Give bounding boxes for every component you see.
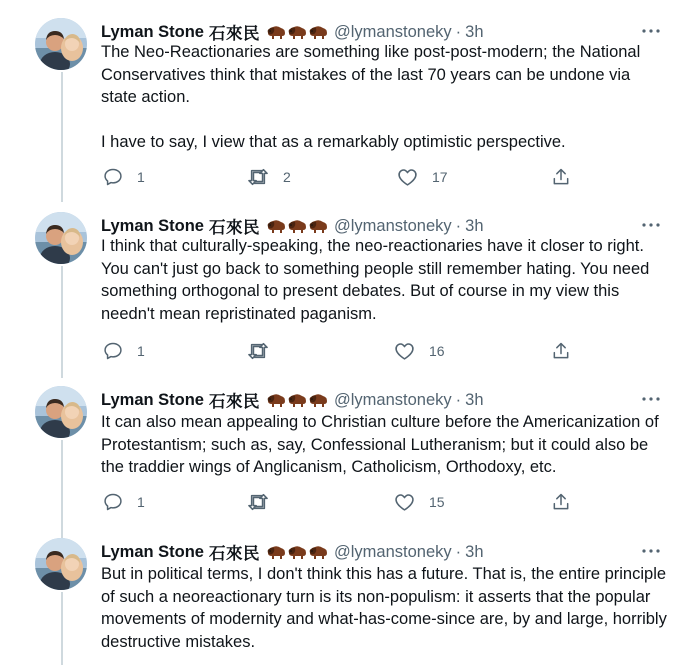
tweet-paragraph: The Neo-Reactionaries are something like post-post-modern; the National Conservatives think that mistakes of the last 70 years can be undone via state action. [101, 43, 641, 106]
author-handle[interactable]: @lymanstoneky [334, 216, 452, 235]
bison-emoji [266, 392, 286, 408]
share-button[interactable] [551, 167, 571, 187]
reply-button[interactable] [103, 167, 145, 187]
thread-line [61, 72, 63, 200]
like-count: 16 [429, 343, 445, 359]
name-emoji-row [266, 24, 328, 40]
share-button[interactable] [551, 341, 571, 361]
avatar[interactable] [35, 386, 87, 438]
tweet-paragraph: It can also mean appealing to Christian culture before the Americanization of Protestantism; such as, say, Confessional Lutheranism; but it could also be the traddier wings of Anglicanism, Catholicism, Orthodoxy, etc. [101, 413, 659, 476]
tweet[interactable] [0, 204, 700, 372]
tweet-text [101, 235, 670, 325]
author-cjk-name[interactable]: 石來民 [209, 25, 260, 43]
timestamp[interactable]: 3h [465, 542, 484, 561]
thread-line [61, 592, 63, 665]
retweet-button[interactable] [247, 341, 269, 361]
more-dots-icon[interactable] [640, 389, 662, 409]
more-dots-icon[interactable] [640, 21, 662, 41]
tweet[interactable] [0, 530, 700, 665]
author-cjk-name[interactable]: 石來民 [209, 219, 260, 237]
avatar[interactable] [35, 212, 87, 264]
heart-icon [394, 341, 415, 361]
tweet-actions [101, 167, 581, 191]
thread-line [61, 266, 63, 378]
tweet[interactable] [0, 378, 700, 528]
bison-emoji [308, 392, 328, 408]
bison-emoji [308, 24, 328, 40]
author-handle[interactable]: @lymanstoneky [334, 390, 452, 409]
thread-line [61, 440, 63, 540]
reply-count: 1 [137, 169, 145, 185]
author-name[interactable]: Lyman Stone [101, 542, 204, 561]
share-icon [551, 341, 571, 361]
name-emoji-row [266, 392, 328, 408]
author-handle[interactable]: @lymanstoneky [334, 22, 452, 41]
retweet-icon [247, 167, 269, 187]
bison-emoji [308, 218, 328, 234]
bison-emoji [266, 218, 286, 234]
retweet-button[interactable] [247, 167, 291, 187]
author-cjk-name[interactable]: 石來民 [209, 545, 260, 563]
author-name[interactable]: Lyman Stone [101, 390, 204, 409]
separator-dot: · [455, 542, 462, 561]
like-count: 15 [429, 494, 445, 510]
avatar[interactable] [35, 18, 87, 70]
tweet-text [101, 563, 670, 653]
bison-emoji [266, 24, 286, 40]
tweet-text [101, 41, 670, 154]
like-button[interactable] [394, 341, 445, 361]
avatar[interactable] [35, 538, 87, 590]
reply-button[interactable] [103, 492, 145, 512]
heart-icon [397, 167, 418, 187]
timestamp[interactable]: 3h [465, 216, 484, 235]
separator-dot: · [455, 390, 462, 409]
like-button[interactable] [394, 492, 445, 512]
name-emoji-row [266, 544, 328, 560]
thread-line [61, 190, 63, 202]
tweet-header [101, 388, 660, 412]
tweet[interactable] [0, 10, 700, 200]
reply-icon [103, 341, 123, 361]
tweet-actions [101, 341, 581, 365]
tweet-actions [101, 492, 581, 516]
reply-icon [103, 167, 123, 187]
reply-icon [103, 492, 123, 512]
like-count: 17 [432, 169, 448, 185]
thread-line [61, 370, 63, 378]
author-cjk-name[interactable]: 石來民 [209, 393, 260, 411]
bison-emoji [287, 544, 307, 560]
share-icon [551, 492, 571, 512]
reply-button[interactable] [103, 341, 145, 361]
tweet-paragraph: I have to say, I view that as a remarkably optimistic perspective. [101, 133, 566, 151]
bison-emoji [287, 24, 307, 40]
separator-dot: · [455, 22, 462, 41]
timestamp[interactable]: 3h [465, 22, 484, 41]
more-dots-icon[interactable] [640, 541, 662, 561]
bison-emoji [266, 544, 286, 560]
reply-count: 1 [137, 494, 145, 510]
reply-count: 1 [137, 343, 145, 359]
tweet-text [101, 411, 670, 479]
author-handle[interactable]: @lymanstoneky [334, 542, 452, 561]
retweet-icon [247, 492, 269, 512]
retweet-count: 2 [283, 169, 291, 185]
tweet-paragraph: I think that culturally-speaking, the neo-reactionaries have it closer to right. You can't just go back to something people still remember hating. You need something orthogonal to present debates. But of course in my view this needn't mean repristinated paganism. [101, 237, 650, 323]
timestamp[interactable]: 3h [465, 390, 484, 409]
separator-dot: · [455, 216, 462, 235]
bison-emoji [308, 544, 328, 560]
bison-emoji [287, 392, 307, 408]
more-dots-icon[interactable] [640, 215, 662, 235]
like-button[interactable] [397, 167, 448, 187]
name-emoji-row [266, 218, 328, 234]
author-name[interactable]: Lyman Stone [101, 216, 204, 235]
tweet-header [101, 540, 660, 564]
heart-icon [394, 492, 415, 512]
retweet-button[interactable] [247, 492, 269, 512]
tweet-paragraph: But in political terms, I don't think this has a future. That is, the entire principle of such a neoreactionary turn is its non-populism: it asserts that the popular movements of modernity and what-has-come-since are, by and large, horribly destructive mistakes. [101, 565, 667, 651]
author-name[interactable]: Lyman Stone [101, 22, 204, 41]
bison-emoji [287, 218, 307, 234]
share-icon [551, 167, 571, 187]
share-button[interactable] [551, 492, 571, 512]
retweet-icon [247, 341, 269, 361]
